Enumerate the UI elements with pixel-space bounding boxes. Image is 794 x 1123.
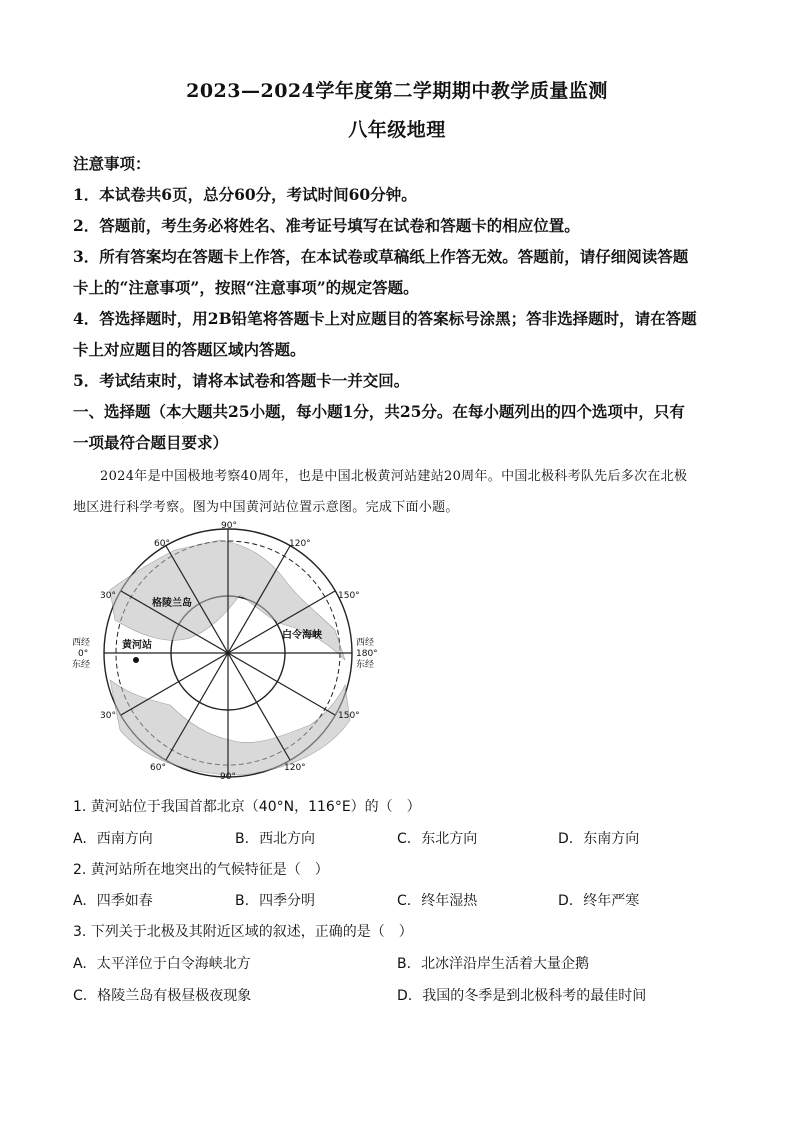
label-greenland: 格陵兰岛 — [152, 598, 192, 609]
section-heading: 一、选择题（本大题共25小题，每小题1分，共25分。在每小题列出的四个选项中，只有 — [73, 402, 685, 421]
notice-item: 卡上对应题目的答题区域内答题。 — [73, 340, 306, 359]
label-60-bottom: 60° — [150, 763, 166, 773]
label-west-right: 西经 — [356, 638, 375, 648]
q3-option-b[interactable]: B. 北冰洋沿岸生活着大量企鹅 — [397, 956, 590, 972]
q3-option-c[interactable]: C. 格陵兰岛有极昼极夜现象 — [73, 988, 252, 1004]
label-station: 黄河站 — [122, 640, 152, 651]
station-marker — [133, 657, 139, 663]
label-150-bottom: 150° — [338, 711, 360, 721]
q1-option-a[interactable]: A. 西南方向 — [73, 831, 153, 847]
eurasia-shape — [110, 680, 350, 775]
notice-item: 5．考试结束时，请将本试卷和答题卡一并交回。 — [73, 371, 410, 390]
label-bering: 白令海峡 — [282, 630, 322, 641]
label-0-left: 0° — [78, 649, 89, 659]
q2-option-c[interactable]: C. 终年湿热 — [397, 893, 478, 909]
q1-option-b[interactable]: B. 西北方向 — [235, 831, 316, 847]
label-30-bottom: 30° — [100, 711, 116, 721]
label-30-top: 30° — [100, 591, 116, 601]
q2-option-d[interactable]: D. 终年严寒 — [558, 893, 640, 909]
exam-subtitle: 八年级地理 — [348, 119, 446, 141]
question-2-stem: 2. 黄河站所在地突出的气候特征是（ ） — [73, 862, 329, 878]
question-1-stem: 1. 黄河站位于我国首都北京（40°N，116°E）的（ ） — [73, 799, 421, 815]
label-60-top: 60° — [154, 539, 170, 549]
label-120-top: 120° — [289, 539, 311, 549]
intro-text-cont: 地区进行科学考察。图为中国黄河站位置示意图。完成下面小题。 — [73, 500, 459, 515]
label-90-top: 90° — [221, 521, 237, 531]
label-180-right: 180° — [356, 649, 378, 659]
q2-option-a[interactable]: A. 四季如春 — [73, 893, 153, 909]
q1-option-c[interactable]: C. 东北方向 — [397, 831, 478, 847]
q1-option-d[interactable]: D. 东南方向 — [558, 831, 640, 847]
notice-item: 1．本试卷共6页，总分60分，考试时间60分钟。 — [73, 185, 417, 204]
polar-map — [70, 520, 390, 780]
exam-title: 2023—2024学年度第二学期期中教学质量监测 — [186, 80, 608, 102]
question-3-stem: 3. 下列关于北极及其附近区域的叙述，正确的是（ ） — [73, 924, 413, 940]
notice-item: 卡上的“注意事项”，按照“注意事项”的规定答题。 — [73, 278, 419, 297]
q3-option-a[interactable]: A. 太平洋位于白令海峡北方 — [73, 956, 251, 972]
notice-item: 2．答题前，考生务必将姓名、准考证号填写在试卷和答题卡的相应位置。 — [73, 216, 580, 235]
label-120-bottom: 120° — [284, 763, 306, 773]
notice-heading: 注意事项： — [73, 154, 151, 173]
section-heading-cont: 一项最符合题目要求） — [73, 433, 229, 452]
notice-item: 4．答选择题时，用2B铅笔将答题卡上对应题目的答案标号涂黑；答非选择题时，请在答题 — [73, 309, 697, 328]
label-east-left: 东经 — [72, 660, 91, 670]
label-150-top: 150° — [338, 591, 360, 601]
label-east-right: 东经 — [356, 660, 375, 670]
label-90-bottom: 90° — [220, 772, 236, 780]
q3-option-d[interactable]: D. 我国的冬季是到北极科考的最佳时间 — [397, 988, 647, 1004]
notice-item: 3．所有答案均在答题卡上作答，在本试卷或草稿纸上作答无效。答题前，请仔细阅读答题 — [73, 247, 689, 266]
q2-option-b[interactable]: B. 四季分明 — [235, 893, 316, 909]
label-west-left: 西经 — [72, 638, 91, 648]
intro-text: 2024年是中国极地考察40周年，也是中国北极黄河站建站20周年。中国北极科考队先后多次在北极 — [100, 469, 688, 484]
